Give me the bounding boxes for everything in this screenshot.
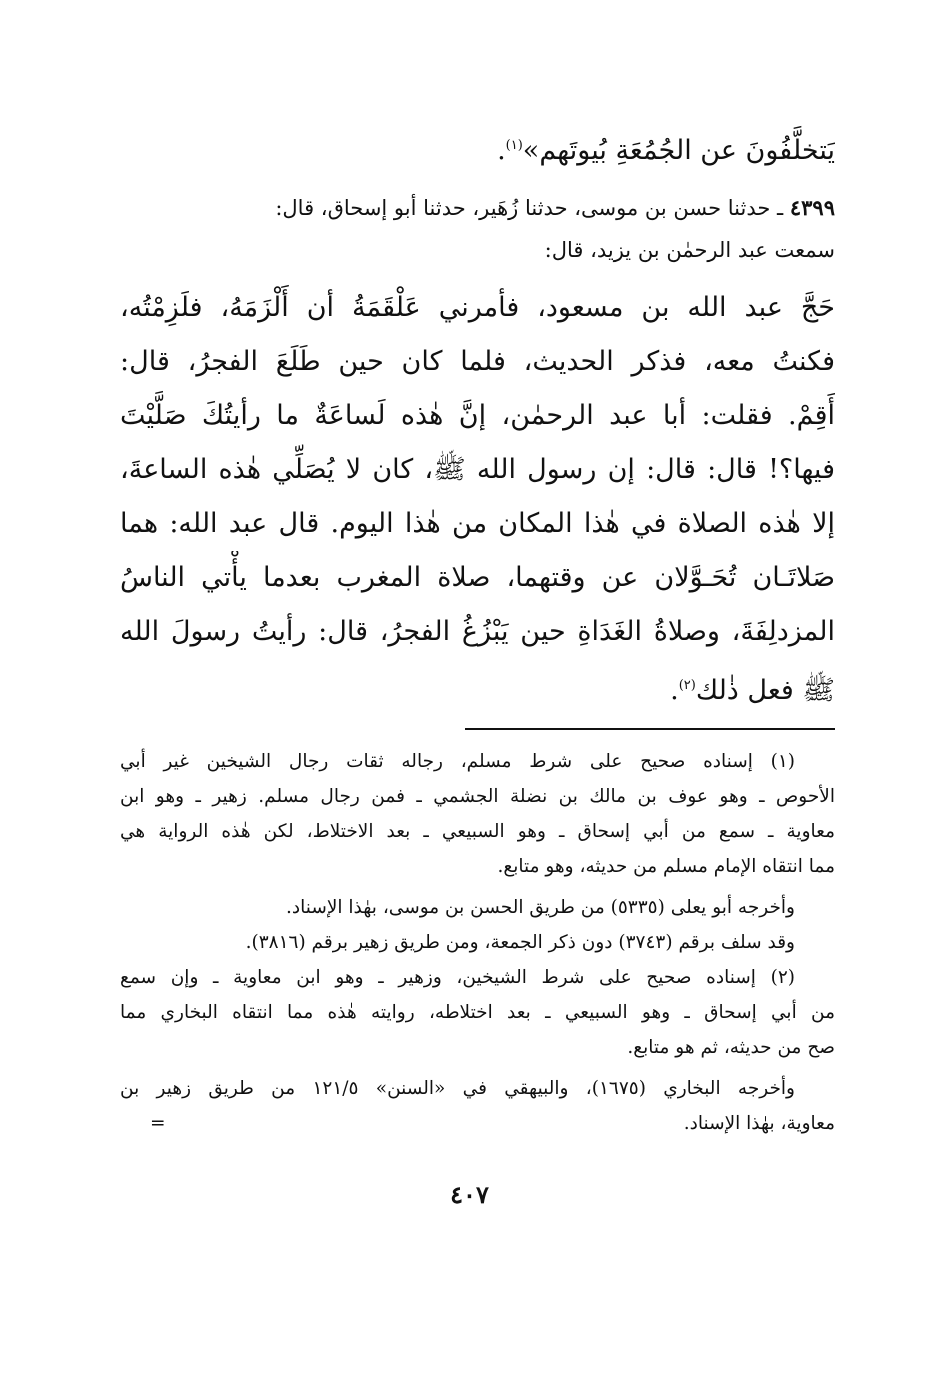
footnote-2-extra (120, 1106, 835, 1141)
footnote-1-line: الأحوص ـ وهو عوف بن مالك بن نضلة الجشمي ـ فمن رجال مسلم. زهير ـ وهو ابن (120, 786, 835, 807)
footnote-1-line: معاوية ـ سمع من أبي إسحاق ـ وهو السبيعي ـ بعد الاختلاط، لكن هٰذه الرواية هي (120, 821, 835, 842)
carryover-text-line: يَتخلَّفُونَ عن الجُمُعَةِ بُيوتَهم»$^{(١)}$. (497, 135, 835, 166)
footnote-2-line: صح من حديثه، ثم هو متابع. (627, 1037, 835, 1058)
footnote-ref-1: (١) (505, 138, 523, 153)
continuation-marker: = (150, 1113, 166, 1134)
isnad-line-1 (120, 187, 835, 229)
footnote-2-line: من أبي إسحاق ـ وهو السبيعي ـ بعد اختلاطه، روايته هٰذه مما انتقاه البخاري مما (120, 1002, 835, 1023)
footnotes (120, 744, 835, 1141)
matn-line: صَلاتَـان تُحَـوَّلان عن وقتهما، صلاة المغرب بعدما يأْتي الناسُ (120, 562, 835, 593)
footnote-1-extra: وأخرجه أبو يعلى (٥٣٣٥) من طريق الحسن بن موسى، بهٰذا الإسناد. (286, 897, 795, 918)
isnad-line-2: سمعت عبد الرحمٰن بن يزيد، قال: (544, 238, 835, 262)
footnote-2-extra-text: معاوية، بهٰذا الإسناد. (683, 1113, 835, 1134)
isnad-text-1: ـ حدثنا حسن بن موسى، حدثنا زُهَير، حدثنا أبو إسحاق، قال: (275, 196, 784, 220)
matn-last-line: ﷺ فعل ذٰلك$^{(٢)}$. (670, 675, 835, 706)
page-number: ٤٠٧ (450, 1180, 489, 1209)
hadith-isnad (120, 187, 835, 271)
footnote-divider (465, 728, 835, 730)
matn-last-text: ﷺ فعل ذٰلك (695, 675, 835, 706)
page-body (120, 108, 835, 1141)
footnote-ref-2: (٢) (678, 678, 696, 693)
matn-line: حَجَّ عبد الله بن مسعود، فأمرني عَلْقَمَةُ أن أَلْزَمَهُ، فلَزِمْتُه، (120, 292, 835, 323)
hadith-number: ٤٣٩٩ (789, 195, 835, 220)
matn-line: المزدلِفَةَ، وصلاةُ الغَدَاةِ حين يَبْزُغُ الفجرُ، قال: رأيتُ رسولَ الله (120, 616, 835, 647)
matn-line: فيها؟! قال: قال: إن رسول الله ﷺ، كان لا يُصَلِّي هٰذه الساعةَ، (120, 454, 835, 485)
matn-line: فكنتُ معه، فذكر الحديث، فلما كان حين طَلَعَ الفجرُ، قال: (120, 346, 835, 377)
footnote-1-line: (١) إسناده صحيح على شرط مسلم، رجاله ثقات رجال الشيخين غير أبي (120, 751, 795, 772)
matn-line: إلا هٰذه الصلاة في هٰذا المكان من هٰذا اليوم. قال عبد الله: هما (120, 508, 835, 539)
footnote-2-line: (٢) إسناده صحيح على شرط الشيخين، وزهير ـ وهو ابن معاوية ـ وإن سمع (120, 967, 795, 988)
matn-line: أَقِمْ. فقلت: أبا عبد الرحمٰن، إنَّ هٰذه لَساعَةٌ ما رأيتُكَ صَلَّيْتَ (120, 400, 835, 431)
carryover-text: يَتخلَّفُونَ عن الجُمُعَةِ بُيوتَهم» (522, 135, 835, 166)
footnote-1-line: مما انتقاه الإمام مسلم من حديثه، وهو متابع. (497, 856, 835, 877)
hadith-matn (120, 281, 835, 718)
footnote-2-extra: وأخرجه البخاري (١٦٧٥)، والبيهقي في «السنن» ١٢١/٥ من طريق زهير بن (120, 1078, 795, 1099)
footnote-1-extra: وقد سلف برقم (٣٧٤٣) دون ذكر الجمعة، ومن طريق زهير برقم (٣٨١٦). (245, 932, 795, 953)
